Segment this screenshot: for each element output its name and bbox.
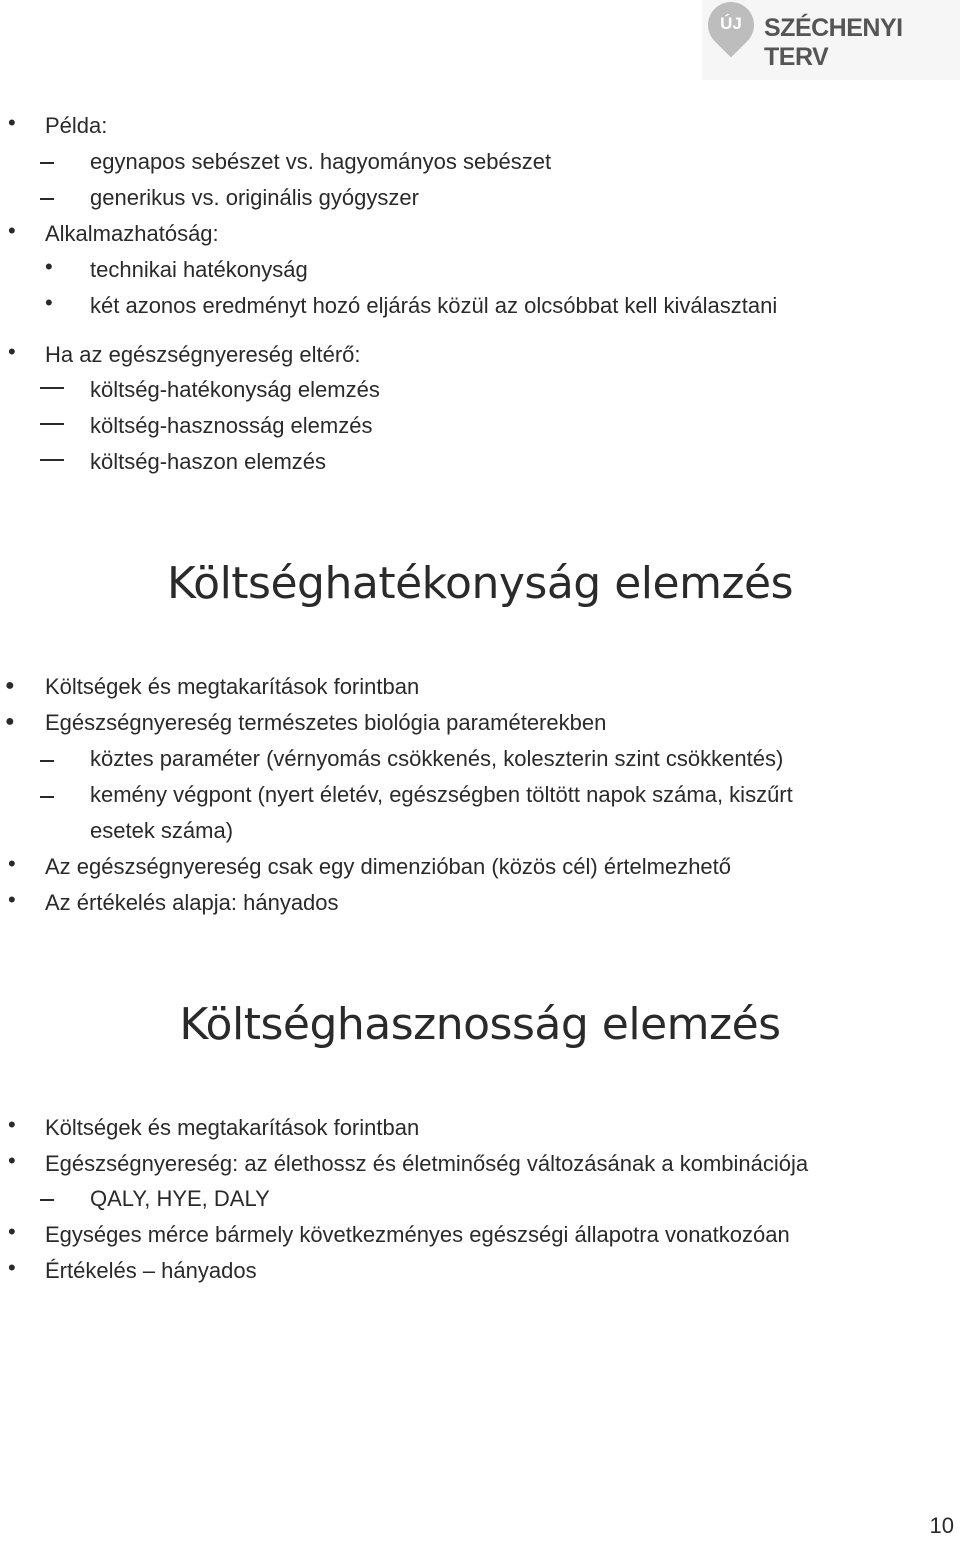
list-item: technikai hatékonyság (90, 257, 308, 282)
dash-icon (40, 459, 64, 461)
list-item: Az értékelés alapja: hányados (45, 890, 339, 915)
applicability-label: Alkalmazhatóság: (45, 221, 219, 246)
bullet-icon: • (8, 110, 16, 135)
list-item: Értékelés – hányados (45, 1258, 257, 1283)
list-item: köztes paraméter (vérnyomás csökkenés, koleszterin szint csökkentés) (90, 746, 784, 771)
dash-icon (40, 198, 54, 200)
dash-icon (40, 387, 64, 389)
dash-icon (40, 1199, 54, 1201)
list-item: Egészségnyereség természetes biológia paraméterekben (45, 710, 607, 735)
dash-icon (40, 796, 54, 798)
list-item: egynapos sebészet vs. hagyományos sebészet (90, 149, 552, 174)
bullet-icon: • (8, 1219, 16, 1244)
example-label: Példa: (45, 113, 108, 138)
list-item: Egységes mérce bármely következményes egészségi állapotra vonatkozóan (45, 1222, 790, 1247)
bullet-icon: • (8, 887, 16, 912)
bullet-icon: • (45, 290, 53, 315)
list-item: kemény végpont (nyert életév, egészségben töltött napok száma, kiszűrt (90, 782, 793, 807)
dash-icon (40, 760, 54, 762)
bullet-icon: • (8, 1112, 16, 1137)
section-heading: Költséghatékonyság elemzés (166, 558, 794, 609)
szechenyi-terv-logo (702, 0, 960, 80)
list-item: költség-hasznosság elemzés (90, 413, 373, 438)
list-item: két azonos eredményt hozó eljárás közül az olcsóbbat kell kiválasztani (90, 293, 778, 318)
bullet-icon: ● (5, 713, 15, 730)
section-heading: Költséghasznosság elemzés (179, 999, 781, 1050)
list-item: költség-hatékonyság elemzés (90, 377, 380, 402)
dash-icon (40, 162, 54, 164)
bullet-icon: • (45, 254, 53, 279)
list-item: Költségek és megtakarítások forintban (45, 674, 420, 699)
list-item: Költségek és megtakarítások forintban (45, 1115, 420, 1140)
list-item: esetek száma) (90, 818, 234, 843)
list-item: költség-haszon elemzés (90, 449, 327, 474)
logo-pin-text: ÚJ (720, 14, 742, 33)
bullet-icon: • (8, 218, 16, 243)
bullet-icon: ● (5, 677, 15, 694)
different-label: Ha az egészségnyereség eltérő: (45, 342, 361, 367)
list-item: Egészségnyereség: az élethossz és életminőség változásának a kombinációja (45, 1151, 809, 1176)
list-item: QALY, HYE, DALY (90, 1186, 270, 1211)
page-number: 10 (929, 1513, 954, 1538)
bullet-icon: • (8, 1148, 16, 1173)
bullet-icon: • (8, 1255, 16, 1280)
list-item: generikus vs. originális gyógyszer (90, 185, 419, 210)
bullet-icon: • (8, 851, 16, 876)
dash-icon (40, 423, 64, 425)
list-item: Az egészségnyereség csak egy dimenzióban (közös cél) értelmezhető (45, 854, 732, 879)
bullet-icon: • (8, 339, 16, 364)
logo-text: SZÉCHENYI TERV (764, 14, 903, 71)
